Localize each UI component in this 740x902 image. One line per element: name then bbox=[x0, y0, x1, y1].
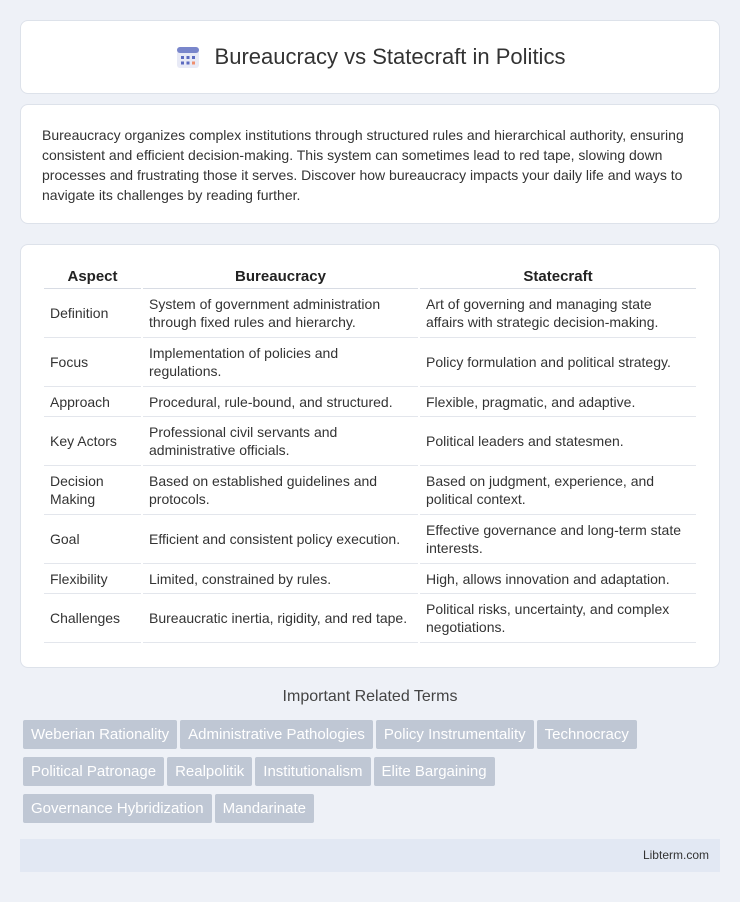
column-header-statecraft: Statecraft bbox=[420, 263, 696, 289]
related-term-tag[interactable]: Policy Instrumentality bbox=[376, 720, 534, 749]
cell-aspect: Challenges bbox=[44, 594, 141, 643]
related-term-tag[interactable]: Governance Hybridization bbox=[23, 794, 212, 823]
footer bbox=[20, 839, 720, 872]
comparison-table bbox=[42, 263, 698, 643]
header-card bbox=[20, 20, 720, 94]
cell-aspect: Key Actors bbox=[44, 417, 141, 466]
cell-statecraft: Flexible, pragmatic, and adaptive. bbox=[420, 387, 696, 417]
comparison-table-card bbox=[20, 244, 720, 668]
table-row bbox=[44, 515, 696, 564]
related-terms-title: Important Related Terms bbox=[282, 688, 458, 705]
related-term-tag[interactable]: Mandarinate bbox=[215, 794, 314, 823]
related-terms-list bbox=[23, 720, 723, 831]
table-row bbox=[44, 417, 696, 466]
footer-site-link[interactable]: Libterm.com bbox=[642, 848, 709, 862]
column-header-aspect: Aspect bbox=[44, 263, 141, 289]
cell-statecraft: Political risks, uncertainty, and complex negotiations. bbox=[420, 594, 696, 643]
intro-text: Bureaucracy organizes complex institutions through structured rules and hierarchical authority, ensuring consistent and efficient decision-making. This system can sometimes lead to red tape, slowing down processes and frustrating those it serves. Discover how bureaucracy impacts your daily life and ways to navigate its challenges by reading further. bbox=[42, 127, 684, 203]
cell-bureaucracy: Professional civil servants and administrative officials. bbox=[143, 417, 418, 466]
table-row bbox=[44, 466, 696, 515]
cell-statecraft: Effective governance and long-term state interests. bbox=[420, 515, 696, 564]
cell-bureaucracy: Implementation of policies and regulations. bbox=[143, 338, 418, 387]
related-term-tag[interactable]: Realpolitik bbox=[167, 757, 252, 786]
table-row bbox=[44, 289, 696, 338]
cell-aspect: Flexibility bbox=[44, 564, 141, 594]
cell-aspect: Focus bbox=[44, 338, 141, 387]
cell-aspect: Goal bbox=[44, 515, 141, 564]
intro-card bbox=[20, 104, 720, 224]
cell-statecraft: Political leaders and statesmen. bbox=[420, 417, 696, 466]
cell-bureaucracy: System of government administration through fixed rules and hierarchy. bbox=[143, 289, 418, 338]
cell-statecraft: High, allows innovation and adaptation. bbox=[420, 564, 696, 594]
cell-aspect: Decision Making bbox=[44, 466, 141, 515]
related-term-tag[interactable]: Political Patronage bbox=[23, 757, 164, 786]
related-term-tag[interactable]: Technocracy bbox=[537, 720, 637, 749]
cell-bureaucracy: Based on established guidelines and protocols. bbox=[143, 466, 418, 515]
table-row bbox=[44, 387, 696, 417]
cell-statecraft: Based on judgment, experience, and political context. bbox=[420, 466, 696, 515]
cell-statecraft: Art of governing and managing state affairs with strategic decision-making. bbox=[420, 289, 696, 338]
table-row bbox=[44, 564, 696, 594]
cell-bureaucracy: Efficient and consistent policy execution. bbox=[143, 515, 418, 564]
related-term-tag[interactable]: Weberian Rationality bbox=[23, 720, 177, 749]
calendar-grid-icon bbox=[175, 44, 201, 70]
related-term-tag[interactable]: Elite Bargaining bbox=[374, 757, 495, 786]
cell-aspect: Definition bbox=[44, 289, 141, 338]
related-term-tag[interactable]: Administrative Pathologies bbox=[180, 720, 373, 749]
related-term-tag[interactable]: Institutionalism bbox=[255, 757, 370, 786]
cell-aspect: Approach bbox=[44, 387, 141, 417]
cell-statecraft: Policy formulation and political strategy. bbox=[420, 338, 696, 387]
page-title: Bureaucracy vs Statecraft in Politics bbox=[214, 44, 566, 69]
cell-bureaucracy: Procedural, rule-bound, and structured. bbox=[143, 387, 418, 417]
cell-bureaucracy: Limited, constrained by rules. bbox=[143, 564, 418, 594]
table-row bbox=[44, 338, 696, 387]
table-row bbox=[44, 594, 696, 643]
cell-bureaucracy: Bureaucratic inertia, rigidity, and red tape. bbox=[143, 594, 418, 643]
column-header-bureaucracy: Bureaucracy bbox=[143, 263, 418, 289]
